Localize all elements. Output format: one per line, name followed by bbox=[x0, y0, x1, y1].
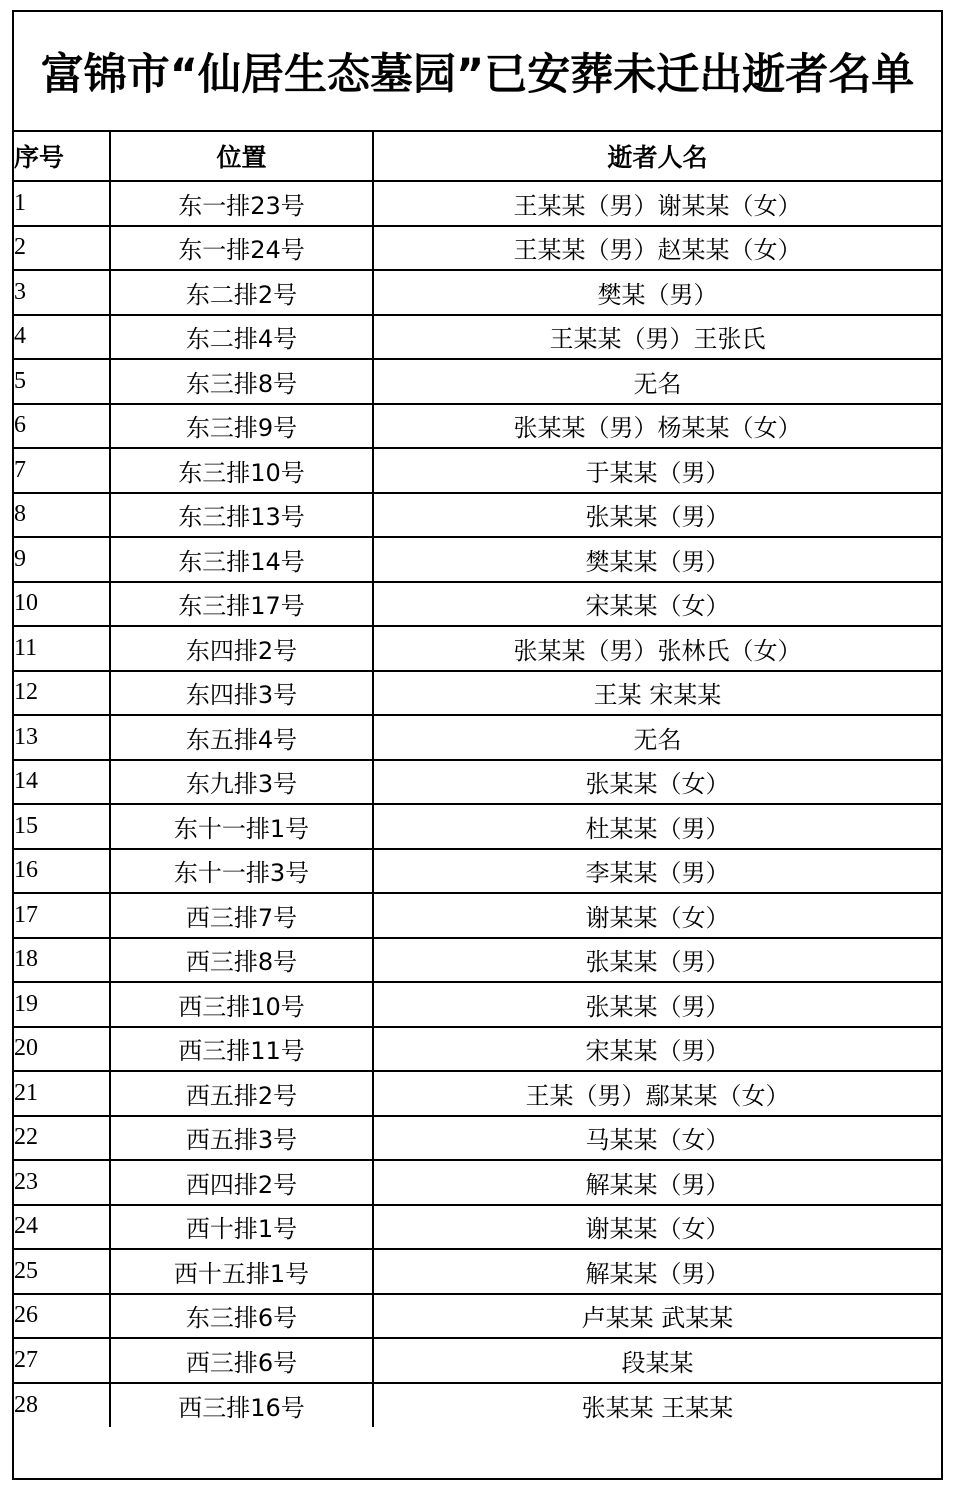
cell-name: 王某（男）鄢某某（女） bbox=[373, 1071, 941, 1116]
cell-name: 宋某某（女） bbox=[373, 582, 941, 627]
cell-position: 东二排4号 bbox=[110, 315, 373, 360]
cell-seq: 22 bbox=[14, 1116, 110, 1161]
cell-name: 宋某某（男） bbox=[373, 1027, 941, 1072]
cell-seq: 6 bbox=[14, 404, 110, 449]
cell-seq: 18 bbox=[14, 938, 110, 983]
cell-position: 西三排8号 bbox=[110, 938, 373, 983]
cell-position: 东三排8号 bbox=[110, 359, 373, 404]
table-row bbox=[14, 982, 941, 1027]
table-row bbox=[14, 1249, 941, 1294]
cell-name: 张某某（男） bbox=[373, 493, 941, 538]
cell-seq: 3 bbox=[14, 270, 110, 315]
table-row bbox=[14, 671, 941, 716]
cell-position: 西十排1号 bbox=[110, 1205, 373, 1250]
table-row bbox=[14, 1205, 941, 1250]
header-position: 位置 bbox=[110, 131, 373, 181]
cell-name: 李某某（男） bbox=[373, 849, 941, 894]
cell-seq: 13 bbox=[14, 715, 110, 760]
cell-seq: 19 bbox=[14, 982, 110, 1027]
cell-position: 东一排24号 bbox=[110, 226, 373, 271]
table-row bbox=[14, 226, 941, 271]
table-row bbox=[14, 1116, 941, 1161]
cell-name: 张某某（男） bbox=[373, 938, 941, 983]
roster-sheet bbox=[12, 10, 943, 1480]
cell-name: 张某某（女） bbox=[373, 760, 941, 805]
cell-seq: 25 bbox=[14, 1249, 110, 1294]
table-row bbox=[14, 537, 941, 582]
cell-name: 于某某（男） bbox=[373, 448, 941, 493]
table-row bbox=[14, 893, 941, 938]
cell-name: 樊某某（男） bbox=[373, 537, 941, 582]
table-row bbox=[14, 626, 941, 671]
cell-position: 东十一排3号 bbox=[110, 849, 373, 894]
cell-name: 樊某（男） bbox=[373, 270, 941, 315]
cell-position: 东三排14号 bbox=[110, 537, 373, 582]
cell-name: 张某某（男）杨某某（女） bbox=[373, 404, 941, 449]
cell-seq: 9 bbox=[14, 537, 110, 582]
cell-seq: 2 bbox=[14, 226, 110, 271]
cell-seq: 15 bbox=[14, 804, 110, 849]
cell-position: 西十五排1号 bbox=[110, 1249, 373, 1294]
cell-seq: 1 bbox=[14, 181, 110, 226]
table-row bbox=[14, 181, 941, 226]
cell-seq: 11 bbox=[14, 626, 110, 671]
table-row bbox=[14, 1027, 941, 1072]
cell-position: 东三排17号 bbox=[110, 582, 373, 627]
cell-name: 张某某（男）张林氏（女） bbox=[373, 626, 941, 671]
table-row bbox=[14, 270, 941, 315]
table-body bbox=[14, 181, 941, 1427]
table-row bbox=[14, 1383, 941, 1428]
cell-name: 王某 宋某某 bbox=[373, 671, 941, 716]
cell-position: 东三排13号 bbox=[110, 493, 373, 538]
cell-seq: 20 bbox=[14, 1027, 110, 1072]
cell-position: 西三排16号 bbox=[110, 1383, 373, 1428]
cell-seq: 23 bbox=[14, 1160, 110, 1205]
table-row bbox=[14, 582, 941, 627]
cell-position: 西五排2号 bbox=[110, 1071, 373, 1116]
roster-table bbox=[14, 130, 941, 1427]
cell-seq: 5 bbox=[14, 359, 110, 404]
cell-name: 王某某（男）赵某某（女） bbox=[373, 226, 941, 271]
table-row bbox=[14, 938, 941, 983]
cell-position: 东三排9号 bbox=[110, 404, 373, 449]
cell-position: 东九排3号 bbox=[110, 760, 373, 805]
cell-name: 无名 bbox=[373, 715, 941, 760]
cell-name: 马某某（女） bbox=[373, 1116, 941, 1161]
cell-seq: 14 bbox=[14, 760, 110, 805]
cell-position: 西五排3号 bbox=[110, 1116, 373, 1161]
cell-position: 西三排10号 bbox=[110, 982, 373, 1027]
table-row bbox=[14, 1338, 941, 1383]
cell-position: 东二排2号 bbox=[110, 270, 373, 315]
cell-seq: 10 bbox=[14, 582, 110, 627]
cell-seq: 12 bbox=[14, 671, 110, 716]
cell-position: 东三排10号 bbox=[110, 448, 373, 493]
table-row bbox=[14, 493, 941, 538]
cell-position: 东五排4号 bbox=[110, 715, 373, 760]
cell-position: 西三排11号 bbox=[110, 1027, 373, 1072]
cell-seq: 27 bbox=[14, 1338, 110, 1383]
cell-name: 段某某 bbox=[373, 1338, 941, 1383]
cell-seq: 17 bbox=[14, 893, 110, 938]
cell-seq: 21 bbox=[14, 1071, 110, 1116]
cell-seq: 4 bbox=[14, 315, 110, 360]
table-row bbox=[14, 1071, 941, 1116]
cell-position: 东一排23号 bbox=[110, 181, 373, 226]
cell-seq: 16 bbox=[14, 849, 110, 894]
cell-name: 解某某（男） bbox=[373, 1249, 941, 1294]
cell-position: 西四排2号 bbox=[110, 1160, 373, 1205]
page-title: 富锦市“仙居生态墓园”已安葬未迁出逝者名单 bbox=[40, 49, 915, 100]
cell-position: 东四排3号 bbox=[110, 671, 373, 716]
table-row bbox=[14, 448, 941, 493]
cell-position: 西三排6号 bbox=[110, 1338, 373, 1383]
table-row bbox=[14, 1294, 941, 1339]
cell-seq: 28 bbox=[14, 1383, 110, 1428]
header-seq: 序号 bbox=[14, 131, 110, 181]
table-row bbox=[14, 760, 941, 805]
cell-name: 无名 bbox=[373, 359, 941, 404]
cell-name: 张某某 王某某 bbox=[373, 1383, 941, 1428]
cell-name: 张某某（男） bbox=[373, 982, 941, 1027]
table-row bbox=[14, 1160, 941, 1205]
cell-seq: 24 bbox=[14, 1205, 110, 1250]
cell-name: 谢某某（女） bbox=[373, 893, 941, 938]
cell-seq: 26 bbox=[14, 1294, 110, 1339]
cell-position: 东三排6号 bbox=[110, 1294, 373, 1339]
table-row bbox=[14, 315, 941, 360]
table-row bbox=[14, 359, 941, 404]
header-name: 逝者人名 bbox=[373, 131, 941, 181]
cell-position: 西三排7号 bbox=[110, 893, 373, 938]
cell-name: 解某某（男） bbox=[373, 1160, 941, 1205]
cell-name: 谢某某（女） bbox=[373, 1205, 941, 1250]
cell-position: 东四排2号 bbox=[110, 626, 373, 671]
cell-seq: 8 bbox=[14, 493, 110, 538]
table-row bbox=[14, 849, 941, 894]
cell-name: 卢某某 武某某 bbox=[373, 1294, 941, 1339]
table-row bbox=[14, 404, 941, 449]
cell-seq: 7 bbox=[14, 448, 110, 493]
table-row bbox=[14, 804, 941, 849]
cell-name: 王某某（男）谢某某（女） bbox=[373, 181, 941, 226]
table-header-row bbox=[14, 131, 941, 181]
table-row bbox=[14, 715, 941, 760]
cell-name: 王某某（男）王张氏 bbox=[373, 315, 941, 360]
cell-name: 杜某某（男） bbox=[373, 804, 941, 849]
cell-position: 东十一排1号 bbox=[110, 804, 373, 849]
